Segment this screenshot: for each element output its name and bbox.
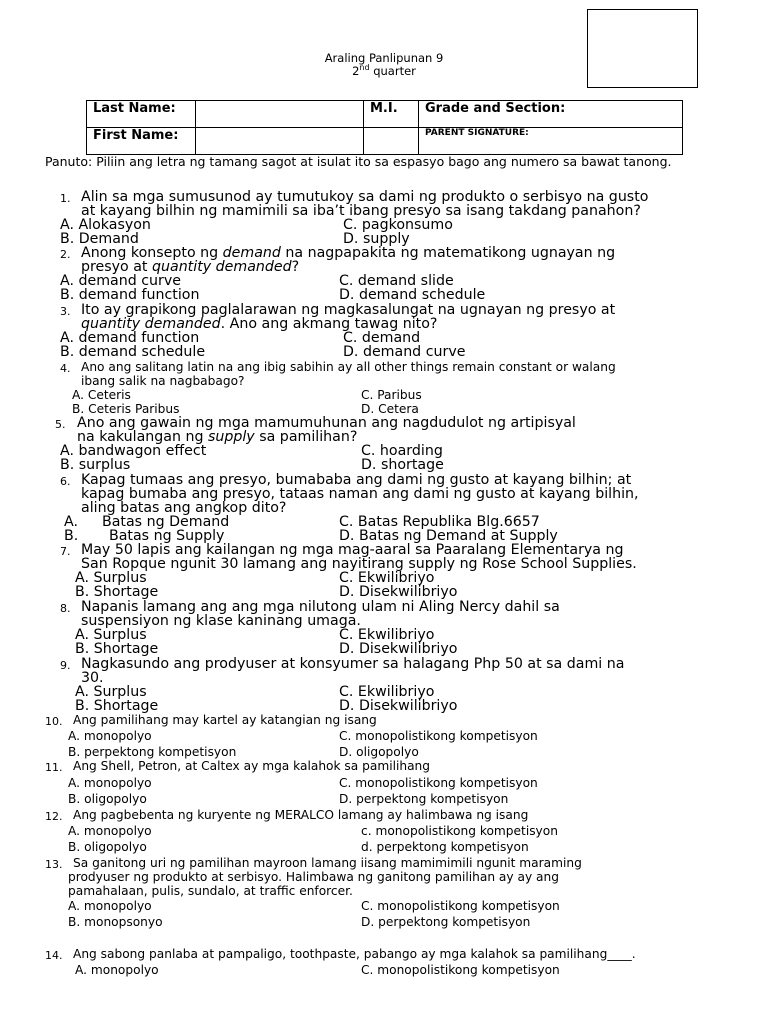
choice: D. perpektong kompetisyon	[339, 792, 509, 806]
choice: C. Batas Republika Blg.6657	[339, 514, 540, 530]
choice: B. oligopolyo	[68, 840, 147, 854]
question-text: suspensiyon ng klase kaninang umaga.	[81, 613, 361, 629]
choice: C. pagkonsumo	[343, 217, 453, 233]
choice: B. demand schedule	[60, 344, 206, 360]
choice: C. Ekwilibriyo	[339, 570, 435, 586]
question-text: Sa ganitong uri ng pamilihan mayroon lamang iisang mamimimili ngunit maraming	[73, 856, 582, 870]
choice: C. monopolistikong kompetisyon	[339, 729, 538, 743]
choice: A. demand curve	[60, 273, 181, 289]
question-text: Nagkasundo ang prodyuser at konsyumer sa halagang Php 50 at sa dami na	[81, 656, 625, 672]
choice: A. monopolyo	[68, 729, 152, 743]
choice: A. monopolyo	[68, 776, 152, 790]
choice: C. Ekwilibriyo	[339, 627, 435, 643]
question-number: 7.	[60, 545, 71, 558]
question-text: na kakulangan ng supply sa pamilihan?	[77, 429, 358, 445]
choice: B. Shortage	[75, 584, 159, 600]
choice: D. perpektong kompetisyon	[361, 915, 531, 929]
question-text: quantity demanded. Ano ang akmang tawag nito?	[81, 316, 438, 332]
mi-field[interactable]	[364, 128, 419, 155]
choice: D. Disekwilibriyo	[339, 584, 458, 600]
choice: A. Surplus	[75, 684, 147, 700]
quarter-title: 2nd quarter	[352, 63, 416, 78]
parent-signature-label: PARENT SIGNATURE:	[419, 128, 683, 155]
question-number: 6.	[60, 475, 71, 488]
question-text: Ano ang gawain ng mga mamumuhunan ang nagdudulot ng artipisyal	[77, 415, 576, 431]
question-text: kapag bumaba ang presyo, tataas naman ang dami ng gusto at kayang bilhin,	[81, 486, 639, 502]
question-number: 10.	[45, 715, 63, 728]
choice: B.	[64, 528, 79, 544]
question-number: 2.	[60, 248, 71, 261]
choice: A. Alokasyon	[60, 217, 151, 233]
choice: D. oligopolyo	[339, 745, 419, 759]
choice: A. demand function	[60, 330, 200, 346]
first-name-field[interactable]	[196, 128, 364, 155]
question-text: aling batas ang angkop dito?	[81, 500, 287, 516]
choice: D. demand schedule	[339, 287, 486, 303]
choice: Batas ng Supply	[109, 528, 225, 544]
question-text: Kapag tumaas ang presyo, bumababa ang dami ng gusto at kayang bilhin; at	[81, 472, 632, 488]
student-info-table	[86, 100, 683, 155]
choice: D. supply	[343, 231, 410, 247]
question-number: 12.	[45, 810, 63, 823]
question-number: 5.	[55, 418, 66, 431]
choice: A. Surplus	[75, 627, 147, 643]
grade-section-label: Grade and Section:	[419, 101, 683, 128]
question-text: Ito ay grapikong paglalarawan ng magkasalungat na ugnayan ng presyo at	[81, 302, 616, 318]
instructions: Panuto: Piliin ang letra ng tamang sagot at isulat ito sa espasyo bago ang numero sa bawat tanong.	[45, 154, 672, 169]
choice: B. oligopolyo	[68, 792, 147, 806]
question-text: Napanis lamang ang ang mga nilutong ulam ni Aling Nercy dahil sa	[81, 599, 560, 615]
choice: D. shortage	[361, 457, 444, 473]
question-text: ibang salik na nagbabago?	[81, 374, 245, 388]
question-number: 14.	[45, 949, 63, 962]
last-name-label: Last Name:	[87, 101, 196, 128]
question-text: presyo at quantity demanded?	[81, 259, 300, 275]
question-text: Alin sa mga sumusunod ay tumutukoy sa dami ng produkto o serbisyo na gusto	[81, 189, 649, 205]
choice: C. demand	[343, 330, 421, 346]
choice: B. perpektong kompetisyon	[68, 745, 237, 759]
question-number: 13.	[45, 858, 63, 871]
choice: c. monopolistikong kompetisyon	[361, 824, 558, 838]
question-number: 4.	[60, 362, 71, 375]
question-number: 11.	[45, 761, 63, 774]
question-number: 1.	[60, 192, 71, 205]
question-text: Ano ang salitang latin na ang ibig sabihin ay all other things remain constant or walang	[81, 360, 616, 374]
choice: A. Surplus	[75, 570, 147, 586]
choice: A. Ceteris	[72, 388, 131, 402]
question-text: prodyuser ng produkto at serbisyo. Halimbawa ng ganitong pamilihan ay ay ang	[68, 870, 559, 884]
choice: C. monopolistikong kompetisyon	[361, 963, 560, 977]
choice: A.	[64, 514, 78, 530]
last-name-field[interactable]	[196, 101, 364, 128]
first-name-label: First Name:	[87, 128, 196, 155]
choice: C. Ekwilibriyo	[339, 684, 435, 700]
question-number: 8.	[60, 602, 71, 615]
question-text: Ang Shell, Petron, at Caltex ay mga kalahok sa pamilihang	[73, 759, 431, 773]
question-text: at kayang bilhin ng mamimili sa iba’t ibang presyo sa isang takdang panahon?	[81, 203, 641, 219]
choice: D. Disekwilibriyo	[339, 641, 458, 657]
question-text: Ang sabong panlaba at pampaligo, toothpaste, pabango ay mga kalahok sa pamilihang____.	[73, 947, 636, 961]
question-text: May 50 lapis ang kailangan ng mga mag-aaral sa Paaralang Elementarya ng	[81, 542, 624, 558]
question-number: 3.	[60, 305, 71, 318]
mi-label: M.I.	[364, 101, 419, 128]
choice: A. monopolyo	[68, 899, 152, 913]
choice: B. Ceteris Paribus	[72, 402, 180, 416]
question-text: Ang pamilihang may kartel ay katangian ng isang	[73, 713, 377, 727]
choice: B. Demand	[60, 231, 139, 247]
choice: d. perpektong kompetisyon	[361, 840, 529, 854]
choice: A. monopolyo	[75, 963, 159, 977]
question-text: Anong konsepto ng demand na nagpapakita ng matematikong ugnayan ng	[81, 245, 616, 261]
choice: D. demand curve	[343, 344, 466, 360]
choice: B. monopsonyo	[68, 915, 163, 929]
choice: A. monopolyo	[68, 824, 152, 838]
choice: C. hoarding	[361, 443, 443, 459]
choice: C. monopolistikong kompetisyon	[361, 899, 560, 913]
choice: Batas ng Demand	[102, 514, 230, 530]
choice: C. monopolistikong kompetisyon	[339, 776, 538, 790]
question-number: 9.	[60, 659, 71, 672]
choice: B. surplus	[60, 457, 131, 473]
question-text: 30.	[81, 670, 104, 686]
choice: D. Batas ng Demand at Supply	[339, 528, 558, 544]
subject-title: Araling Panlipunan 9	[324, 51, 444, 65]
choice: C. demand slide	[339, 273, 454, 289]
question-text: pamahalaan, pulis, sundalo, at traffic enforcer.	[68, 884, 353, 898]
choice: B. demand function	[60, 287, 200, 303]
choice: D. Cetera	[361, 402, 419, 416]
choice: D. Disekwilibriyo	[339, 698, 458, 714]
choice: B. Shortage	[75, 641, 159, 657]
question-text: San Ropque ngunit 30 lamang ang nayitirang supply ng Rose School Supplies.	[81, 556, 637, 572]
choice: B. Shortage	[75, 698, 159, 714]
choice: C. Paribus	[361, 388, 422, 402]
question-text: Ang pagbebenta ng kuryente ng MERALCO lamang ay halimbawa ng isang	[73, 808, 529, 822]
choice: A. bandwagon effect	[60, 443, 207, 459]
